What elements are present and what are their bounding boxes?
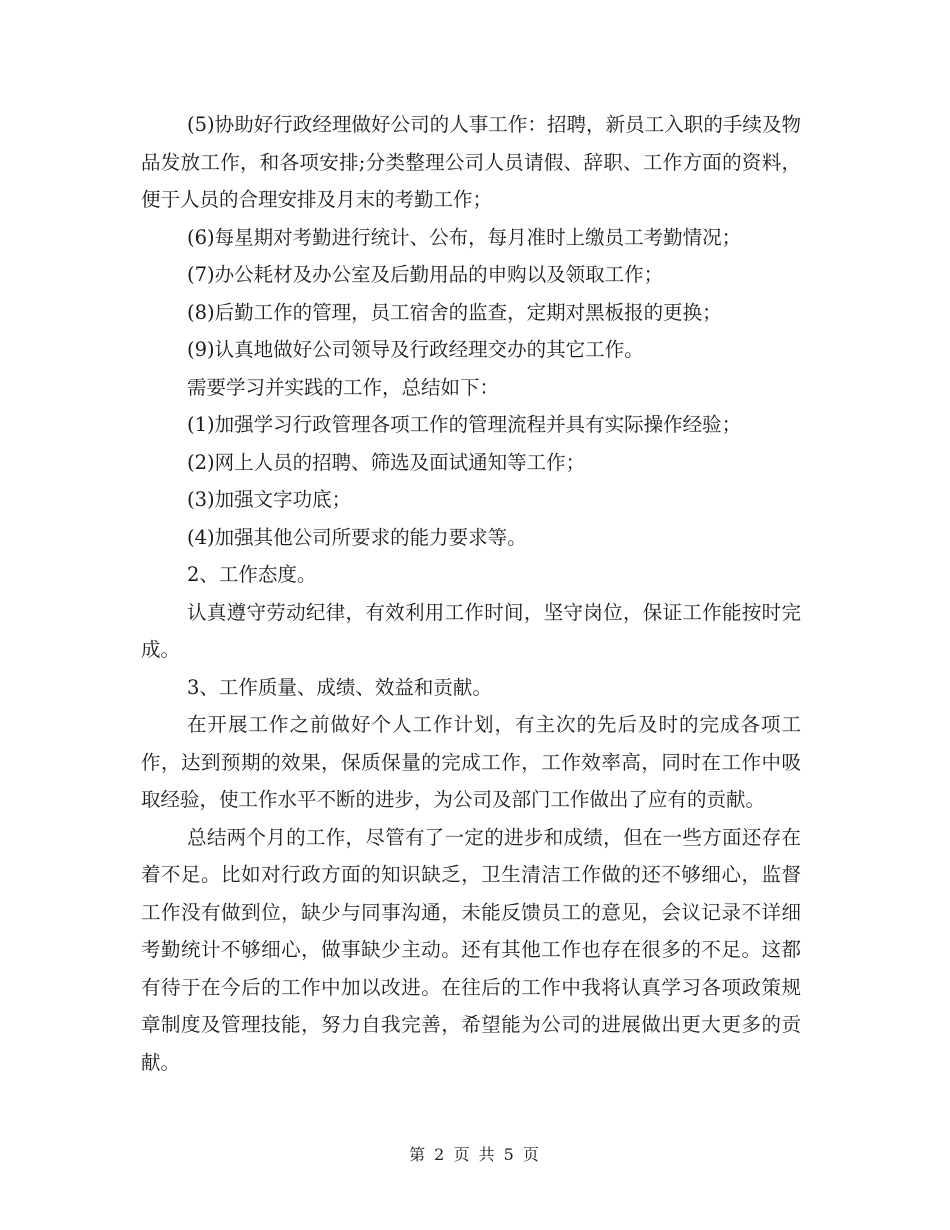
paragraph-item-9: (9)认真地做好公司领导及行政经理交办的其它工作。 [187, 338, 644, 361]
section-heading-attitude: 2、工作态度。 [187, 563, 317, 586]
learning-item-1: (1)加强学习行政管理各项工作的管理流程并具有实际操作经验； [187, 413, 742, 436]
paragraph-item-5: (5)协助好行政经理做好公司的人事工作：招聘，新员工入职的手续及物品发放工作，和各项安排;分类整理公司人员请假、辞职、工作方面的资料，便于人员的合理安排及月末的考勤工作； [141, 113, 801, 211]
quality-paragraph: 在开展工作之前做好个人工作计划，有主次的先后及时的完成各项工作，达到预期的效果，保质保量的完成工作，工作效率高，同时在工作中吸取经验，使工作水平不断的进步，为公司及部门工作做出了应有的贡献。 [141, 713, 801, 811]
learning-item-3: (3)加强文字功底； [187, 488, 352, 511]
learning-heading: 需要学习并实践的工作，总结如下： [187, 375, 500, 399]
learning-item-4: (4)加强其他公司所要求的能力要求等。 [187, 525, 527, 549]
attitude-paragraph: 认真遵守劳动纪律，有效利用工作时间，坚守岗位，保证工作能按时完成。 [141, 600, 801, 661]
learning-item-2: (2)网上人员的招聘、筛选及面试通知等工作； [187, 450, 586, 474]
paragraph-item-7: (7)办公耗材及办公室及后勤用品的申购以及领取工作； [187, 263, 664, 286]
summary-paragraph: 总结两个月的工作，尽管有了一定的进步和成绩，但在一些方面还存在着不足。比如对行政方面的知识缺乏，卫生清洁工作做的还不够细心，监督工作没有做到位，缺少与同事沟通，未能反馈员工的意见，会议记录不详细考勤统计不够细心，做事缺少主动。还有其他工作也存在很多的不足。这都有待于在今后的工作中加以改进。在往后的工作中我将认真学习各项政策规章制度及管理技能，努力自我完善，希望能为公司的进展做出更大更多的贡献。 [141, 825, 801, 1074]
paragraph-item-6: (6)每星期对考勤进行统计、公布，每月准时上缴员工考勤情况； [187, 225, 742, 249]
paragraph-item-8: (8)后勤工作的管理，员工宿舍的监查，定期对黑板报的更换； [187, 300, 722, 324]
document-body [141, 106, 801, 1081]
page-number-footer: 第 2 页 共 5 页 [409, 1145, 541, 1164]
section-heading-quality: 3、工作质量、成绩、效益和贡献。 [187, 675, 492, 699]
